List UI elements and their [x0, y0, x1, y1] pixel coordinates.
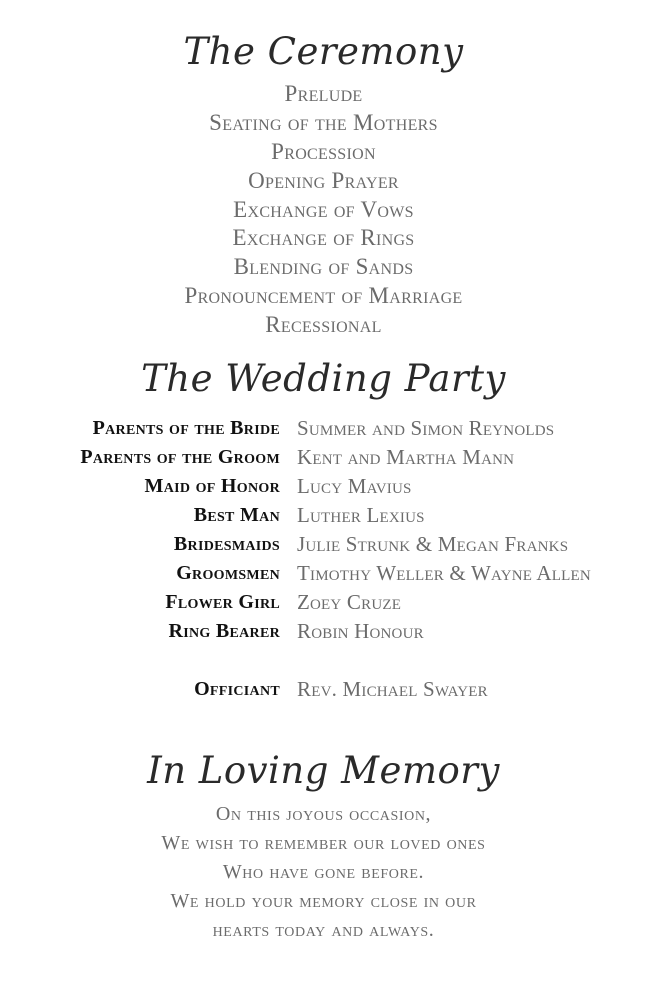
- party-name: Rev. Michael Swayer: [297, 677, 488, 701]
- party-row: [0, 530, 647, 559]
- ceremony-item: Pronouncement of Marriage: [184, 283, 463, 309]
- party-row: [0, 472, 647, 501]
- party-row: [0, 501, 647, 530]
- party-role: Officiant: [194, 678, 280, 700]
- party-row-officiant: [0, 675, 647, 704]
- memory-line: hearts today and always.: [212, 919, 435, 941]
- ceremony-item: Seating of the Mothers: [209, 109, 438, 135]
- party-name: Luther Lexius: [297, 503, 425, 527]
- party-name: Zoey Cruze: [297, 590, 402, 614]
- memory-line: On this joyous occasion,: [215, 803, 432, 825]
- party-name: Robin Honour: [297, 619, 424, 643]
- memory-message: [0, 800, 647, 945]
- party-row: [0, 617, 647, 646]
- party-name: Julie Strunk & Megan Franks: [297, 532, 569, 556]
- party-row: [0, 588, 647, 617]
- memory-line: We wish to remember our loved ones: [161, 832, 486, 854]
- ceremony-item: Opening Prayer: [248, 167, 399, 193]
- wedding-party-heading: The Wedding Party: [141, 357, 506, 400]
- party-name: Lucy Mavius: [297, 474, 412, 498]
- party-name: Timothy Weller & Wayne Allen: [297, 561, 591, 585]
- ceremony-order-list: [0, 80, 647, 340]
- party-row: [0, 559, 647, 588]
- party-role: Maid of Honor: [144, 475, 280, 497]
- memory-heading: In Loving Memory: [147, 749, 500, 792]
- wedding-party-list: [0, 414, 647, 704]
- party-role: Bridesmaids: [173, 533, 280, 555]
- ceremony-item: Blending of Sands: [233, 254, 414, 280]
- ceremony-item: Procession: [271, 138, 376, 164]
- party-name: Kent and Martha Mann: [297, 445, 515, 469]
- ceremony-item: Recessional: [265, 312, 382, 338]
- party-role: Best Man: [193, 504, 280, 526]
- party-role: Flower Girl: [165, 591, 280, 613]
- party-role: Groomsmen: [176, 562, 280, 584]
- party-row: [0, 414, 647, 443]
- party-role: Parents of the Groom: [80, 446, 280, 468]
- ceremony-item: Exchange of Vows: [233, 196, 414, 222]
- ceremony-item: Exchange of Rings: [232, 225, 415, 251]
- memory-line: We hold your memory close in our: [170, 890, 477, 912]
- ceremony-heading: The Ceremony: [183, 30, 464, 73]
- ceremony-item: Prelude: [284, 81, 363, 106]
- memory-line: Who have gone before.: [222, 861, 425, 883]
- party-role: Ring Bearer: [168, 620, 280, 642]
- party-row: [0, 443, 647, 472]
- party-role: Parents of the Bride: [92, 417, 280, 439]
- party-name: Summer and Simon Reynolds: [297, 416, 555, 440]
